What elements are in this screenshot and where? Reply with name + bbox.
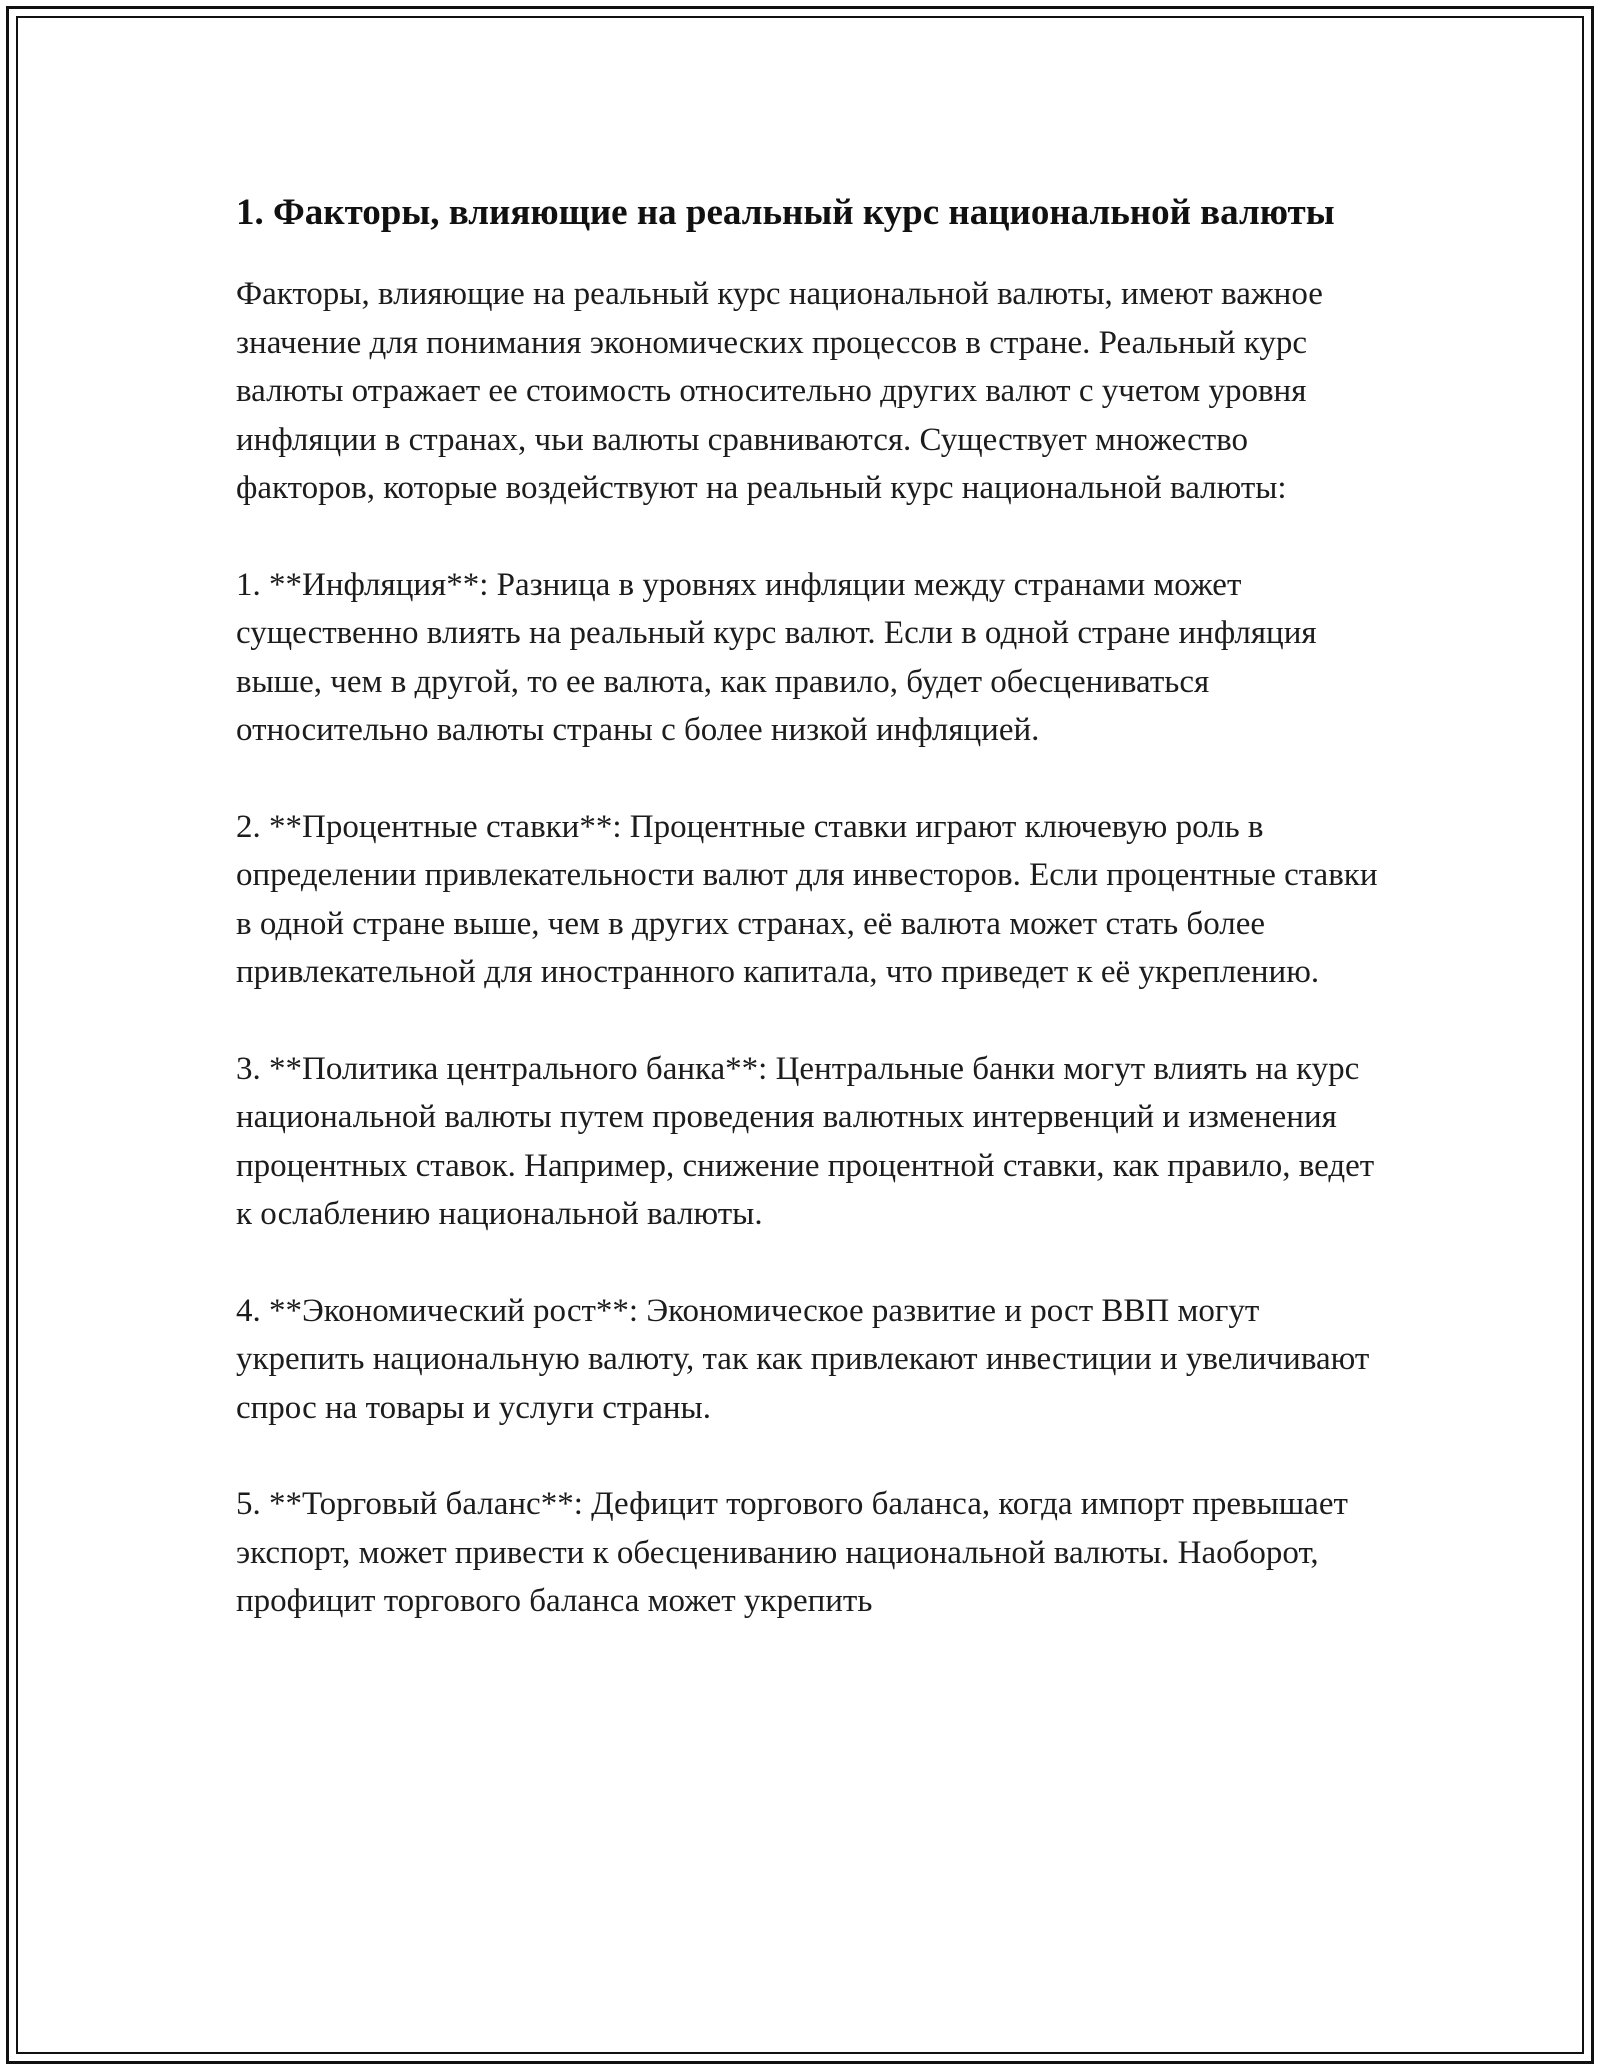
factor-item-economic-growth: 4. **Экономический рост**: Экономическое развитие и рост ВВП могут укрепить национальную валюту, так как привлекают инвестиции и увеличивают спрос на товары и услуги страны. [236, 1292, 1370, 1426]
document-body [236, 186, 1386, 1674]
factor-item-trade-balance: 5. **Торговый баланс**: Дефицит торгового баланса, когда импорт превышает экспорт, может привести к обесцениванию национальной валюты. Наоборот, профицит торгового баланса может укрепить [236, 1486, 1348, 1619]
factor-item-inflation: 1. **Инфляция**: Разница в уровнях инфляции между странами может существенно влиять на реальный курс валют. Если в одной стране инфляция выше, чем в другой, то ее валюта, как правило, будет обесцениваться относительно валюты страны с более низкой инфляцией. [236, 566, 1317, 748]
factor-item-central-bank-policy: 3. **Политика центрального банка**: Центральные банки могут влиять на курс национальной валюты путем проведения валютных интервенций и изменения процентных ставок. Например, снижение процентной ставки, как правило, ведет к ослаблению национальной валюты. [236, 1050, 1375, 1232]
intro-paragraph: Факторы, влияющие на реальный курс национальной валюты, имеют важное значение для понимания экономических процессов в стране. Реальный курс валюты отражает ее стоимость относительно других валют с учетом уровня инфляции в странах, чьи валюты сравниваются. Существует множество факторов, которые воздействуют на реальный курс национальной валюты: [236, 276, 1323, 506]
section-heading: 1. Факторы, влияющие на реальный курс национальной валюты [236, 192, 1335, 233]
factor-item-interest-rates: 2. **Процентные ставки**: Процентные ставки играют ключевую роль в определении привлекательности валют для инвесторов. Если процентные ставки в одной стране выше, чем в других странах, её валюта может стать более привлекательной для иностранного капитала, что приведет к её укреплению. [236, 808, 1378, 990]
